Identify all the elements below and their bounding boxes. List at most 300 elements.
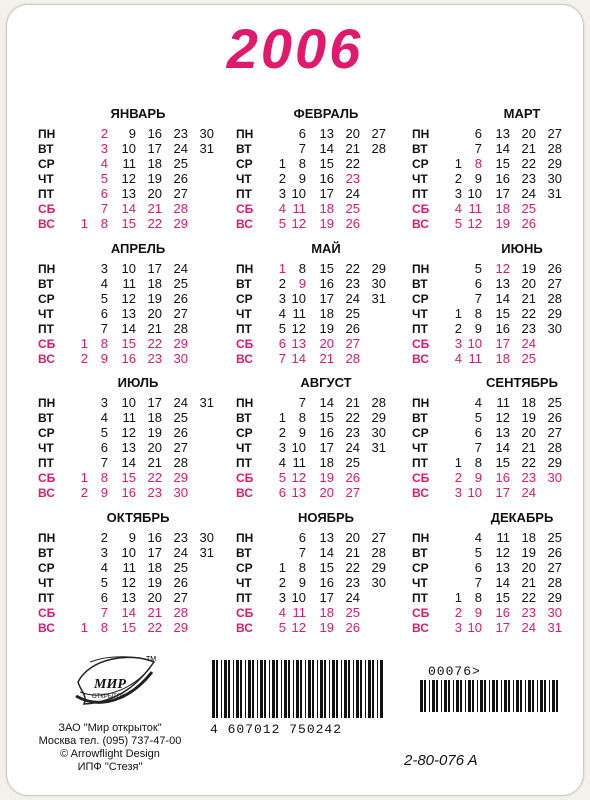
trademark-mark: TM — [146, 656, 157, 663]
date-cell: 29 — [547, 455, 562, 470]
date-cell: 24 — [345, 291, 360, 306]
date-cell: 20 — [147, 440, 162, 455]
date-cell: 18 — [319, 605, 334, 620]
barcode-bar — [269, 660, 270, 718]
date-cell: 23 — [345, 276, 360, 291]
date-cell: 26 — [345, 470, 360, 485]
weekday-label: ЧТ — [38, 441, 54, 455]
date-cell: 13 — [291, 336, 306, 351]
date-cell: 4 — [278, 605, 286, 620]
date-cell: 28 — [547, 575, 562, 590]
date-cell: 19 — [521, 545, 536, 560]
weekday-row — [236, 455, 411, 471]
weekday-row — [236, 321, 411, 337]
weekday-label: ПН — [38, 531, 56, 545]
date-cell: 29 — [173, 336, 188, 351]
date-cell: 20 — [147, 590, 162, 605]
barcode-bar — [372, 660, 374, 718]
month-name: ФЕВРАЛЬ — [293, 106, 359, 121]
date-cell: 21 — [345, 545, 360, 560]
date-cell: 9 — [298, 425, 306, 440]
weekday-label: СР — [38, 561, 55, 575]
weekday-label: ЧТ — [412, 172, 428, 186]
month-name: ИЮЛЬ — [117, 375, 159, 390]
weekday-row — [38, 425, 213, 441]
date-cell: 28 — [173, 201, 188, 216]
weekday-row — [412, 485, 587, 501]
weekday-row — [412, 545, 587, 561]
weekday-row — [38, 321, 213, 337]
product-code: 2-80-076 A — [404, 752, 478, 769]
weekday-row — [412, 261, 587, 277]
date-cell: 28 — [371, 395, 386, 410]
date-cell: 15 — [495, 306, 510, 321]
weekday-row — [38, 545, 213, 561]
barcode-bar — [233, 660, 234, 718]
date-cell: 1 — [454, 156, 462, 171]
barcode-bar — [453, 680, 454, 712]
date-cell: 10 — [291, 291, 306, 306]
date-cell: 16 — [319, 425, 334, 440]
date-cell: 18 — [319, 455, 334, 470]
date-cell: 5 — [474, 410, 482, 425]
barcode-bar — [264, 660, 266, 718]
weekday-label: ЧТ — [38, 307, 54, 321]
date-cell: 18 — [495, 201, 510, 216]
barcode-bar — [549, 680, 550, 712]
weekday-row — [38, 530, 213, 546]
date-cell: 17 — [495, 186, 510, 201]
month-6 — [412, 241, 587, 366]
month-2 — [236, 106, 411, 231]
month-name: АВГУСТ — [300, 375, 352, 390]
barcode-bar — [344, 660, 347, 718]
date-cell: 27 — [547, 560, 562, 575]
weekday-label: ЧТ — [38, 172, 54, 186]
weekday-label: СБ — [38, 202, 56, 216]
date-cell: 6 — [298, 530, 306, 545]
barcode-bar — [272, 660, 275, 718]
date-cell: 12 — [121, 425, 136, 440]
date-cell: 19 — [147, 291, 162, 306]
barcode-bar — [448, 680, 450, 712]
date-cell: 11 — [468, 201, 482, 216]
barcode-bar — [332, 660, 335, 718]
barcode-bar — [540, 680, 543, 712]
date-cell: 24 — [521, 336, 536, 351]
date-cell: 25 — [173, 156, 188, 171]
date-cell: 15 — [319, 560, 334, 575]
weekday-row — [412, 470, 587, 486]
weekday-label: ВТ — [236, 411, 252, 425]
weekday-row — [236, 141, 411, 157]
date-cell: 13 — [495, 425, 510, 440]
date-cell: 29 — [173, 216, 188, 231]
weekday-row — [236, 306, 411, 322]
date-cell: 2 — [100, 530, 108, 545]
weekday-row — [38, 620, 213, 636]
barcode-bar — [324, 660, 326, 718]
weekday-label: СР — [236, 561, 253, 575]
date-cell: 25 — [521, 201, 536, 216]
weekday-row — [236, 126, 411, 142]
barcode-bar — [360, 660, 362, 718]
date-cell: 3 — [278, 186, 286, 201]
date-cell: 17 — [319, 440, 334, 455]
date-cell: 24 — [345, 590, 360, 605]
date-cell: 30 — [173, 351, 188, 366]
barcode-bar — [240, 660, 242, 718]
weekday-label: СР — [236, 157, 253, 171]
month-11 — [236, 510, 411, 635]
barcode-bar — [296, 660, 299, 718]
date-cell: 31 — [371, 440, 386, 455]
weekday-label: СБ — [412, 471, 430, 485]
weekday-label: ПТ — [236, 187, 252, 201]
date-cell: 22 — [147, 470, 162, 485]
barcode-bar — [252, 660, 254, 718]
weekday-label: ВТ — [236, 546, 252, 560]
date-cell: 14 — [495, 575, 510, 590]
date-cell: 24 — [173, 261, 188, 276]
date-cell: 26 — [345, 620, 360, 635]
weekday-label: ПН — [236, 262, 254, 276]
date-cell: 6 — [474, 126, 482, 141]
logo-text-top: МИР — [94, 677, 126, 692]
date-cell: 16 — [121, 351, 136, 366]
month-name: ИЮНЬ — [501, 241, 543, 256]
date-cell: 7 — [298, 395, 306, 410]
barcode-bar — [341, 660, 342, 718]
date-cell: 7 — [100, 605, 108, 620]
barcode-bar — [520, 680, 522, 712]
weekday-row — [38, 261, 213, 277]
date-cell: 9 — [474, 171, 482, 186]
barcode-bar — [380, 660, 383, 718]
date-cell: 22 — [147, 620, 162, 635]
date-cell: 17 — [319, 186, 334, 201]
date-cell: 14 — [121, 201, 136, 216]
weekday-row — [38, 605, 213, 621]
date-cell: 30 — [547, 605, 562, 620]
barcode-bar — [221, 660, 222, 718]
weekday-label: ВТ — [412, 277, 428, 291]
barcode-bar — [432, 680, 435, 712]
weekday-label: СР — [236, 292, 253, 306]
date-cell: 16 — [495, 605, 510, 620]
date-cell: 15 — [121, 470, 136, 485]
weekday-label: СР — [412, 561, 429, 575]
date-cell: 4 — [474, 395, 482, 410]
date-cell: 12 — [291, 321, 306, 336]
date-cell: 31 — [199, 395, 214, 410]
date-cell: 29 — [371, 560, 386, 575]
date-cell: 28 — [371, 545, 386, 560]
date-cell: 13 — [121, 440, 136, 455]
date-cell: 4 — [278, 201, 286, 216]
date-cell: 9 — [474, 321, 482, 336]
date-cell: 10 — [121, 545, 136, 560]
date-cell: 7 — [100, 321, 108, 336]
ean-barcode — [210, 660, 385, 730]
date-cell: 31 — [199, 545, 214, 560]
weekday-label: ПН — [38, 127, 56, 141]
weekday-row — [412, 186, 587, 202]
barcode-bar — [356, 660, 359, 718]
barcode-bar — [368, 660, 371, 718]
barcode-bar — [444, 680, 447, 712]
weekday-row — [412, 575, 587, 591]
date-cell: 14 — [121, 455, 136, 470]
weekday-row — [38, 590, 213, 606]
weekday-row — [236, 530, 411, 546]
date-cell: 28 — [371, 141, 386, 156]
date-cell: 11 — [292, 201, 306, 216]
weekday-row — [412, 201, 587, 217]
weekday-label: ВТ — [412, 142, 428, 156]
weekday-row — [236, 560, 411, 576]
date-cell: 25 — [345, 455, 360, 470]
date-cell: 9 — [298, 171, 306, 186]
barcode-bar — [528, 680, 531, 712]
weekday-label: ПТ — [236, 322, 252, 336]
date-cell: 21 — [319, 351, 334, 366]
month-7 — [38, 375, 214, 500]
date-cell: 10 — [467, 186, 482, 201]
date-cell: 3 — [100, 261, 108, 276]
date-cell: 27 — [345, 336, 360, 351]
date-cell: 13 — [319, 126, 334, 141]
date-cell: 24 — [173, 545, 188, 560]
date-cell: 19 — [319, 216, 334, 231]
date-cell: 23 — [345, 171, 360, 186]
date-cell: 9 — [474, 605, 482, 620]
weekday-row — [236, 605, 411, 621]
month-12 — [412, 510, 587, 635]
publisher-line-1: ЗАО "Мир открыток" — [58, 722, 162, 734]
date-cell: 28 — [173, 605, 188, 620]
date-cell: 19 — [521, 261, 536, 276]
weekday-label: ПН — [412, 396, 430, 410]
weekday-label: СР — [412, 157, 429, 171]
date-cell: 1 — [80, 470, 88, 485]
weekday-label: ПН — [236, 127, 254, 141]
date-cell: 28 — [547, 141, 562, 156]
weekday-row — [412, 141, 587, 157]
date-cell: 6 — [298, 126, 306, 141]
date-cell: 15 — [319, 261, 334, 276]
date-cell: 19 — [147, 575, 162, 590]
date-cell: 29 — [371, 410, 386, 425]
barcode-bar — [317, 660, 318, 718]
date-cell: 20 — [345, 126, 360, 141]
logo-text-bottom: ОТКРЫТОК — [92, 694, 125, 700]
weekday-label: ПН — [236, 531, 254, 545]
weekday-row — [412, 291, 587, 307]
weekday-label: ПТ — [412, 456, 428, 470]
weekday-row — [236, 545, 411, 561]
date-cell: 14 — [319, 545, 334, 560]
date-cell: 26 — [173, 291, 188, 306]
date-cell: 22 — [147, 336, 162, 351]
barcode-bar — [504, 680, 507, 712]
weekday-row — [412, 171, 587, 187]
date-cell: 20 — [521, 276, 536, 291]
weekday-label: СР — [38, 426, 55, 440]
barcode-bar — [489, 680, 490, 712]
date-cell: 27 — [173, 590, 188, 605]
weekday-row — [38, 560, 213, 576]
date-cell: 13 — [121, 306, 136, 321]
weekday-label: ПТ — [38, 322, 54, 336]
date-cell: 4 — [100, 410, 108, 425]
barcode-bar — [248, 660, 251, 718]
date-cell: 25 — [547, 530, 562, 545]
date-cell: 31 — [547, 620, 562, 635]
date-cell: 3 — [100, 545, 108, 560]
date-cell: 31 — [371, 291, 386, 306]
date-cell: 30 — [371, 276, 386, 291]
weekday-label: ВС — [412, 621, 429, 635]
date-cell: 17 — [495, 336, 510, 351]
date-cell: 8 — [474, 156, 482, 171]
date-cell: 12 — [121, 575, 136, 590]
weekday-label: ВС — [38, 352, 55, 366]
date-cell: 3 — [454, 485, 462, 500]
date-cell: 9 — [298, 575, 306, 590]
weekday-label: ЧТ — [412, 307, 428, 321]
date-cell: 7 — [298, 545, 306, 560]
date-cell: 1 — [278, 560, 286, 575]
date-cell: 1 — [278, 410, 286, 425]
date-cell: 29 — [547, 306, 562, 321]
weekday-label: ВТ — [38, 411, 54, 425]
date-cell: 21 — [147, 201, 162, 216]
date-cell: 5 — [278, 470, 286, 485]
barcode-bar — [236, 660, 239, 718]
date-cell: 25 — [345, 306, 360, 321]
date-cell: 19 — [147, 171, 162, 186]
date-cell: 21 — [521, 141, 536, 156]
month-name: ОКТЯБРЬ — [106, 510, 170, 525]
weekday-label: СР — [412, 292, 429, 306]
date-cell: 9 — [298, 276, 306, 291]
date-cell: 21 — [345, 141, 360, 156]
date-cell: 11 — [292, 605, 306, 620]
weekday-row — [412, 530, 587, 546]
date-cell: 12 — [291, 620, 306, 635]
barcode-bar — [305, 660, 306, 718]
date-cell: 22 — [147, 216, 162, 231]
date-cell: 28 — [345, 351, 360, 366]
date-cell: 20 — [147, 306, 162, 321]
month-8 — [236, 375, 411, 500]
date-cell: 27 — [547, 276, 562, 291]
barcode-bar — [293, 660, 294, 718]
date-cell: 18 — [495, 351, 510, 366]
weekday-row — [236, 261, 411, 277]
date-cell: 16 — [147, 530, 162, 545]
weekday-label: ВС — [236, 352, 253, 366]
month-10 — [38, 510, 214, 635]
weekday-label: ВТ — [38, 277, 54, 291]
date-cell: 28 — [547, 440, 562, 455]
weekday-label: ЧТ — [236, 172, 252, 186]
weekday-label: СР — [38, 157, 55, 171]
date-cell: 10 — [467, 336, 482, 351]
weekday-label: ВТ — [236, 142, 252, 156]
date-cell: 7 — [278, 351, 286, 366]
date-cell: 20 — [319, 336, 334, 351]
month-name: СЕНТЯБРЬ — [486, 375, 558, 390]
date-cell: 10 — [467, 620, 482, 635]
date-cell: 16 — [495, 171, 510, 186]
weekday-label: ПН — [38, 396, 56, 410]
weekday-row — [412, 605, 587, 621]
date-cell: 17 — [319, 590, 334, 605]
date-cell: 4 — [278, 306, 286, 321]
date-cell: 20 — [345, 530, 360, 545]
date-cell: 8 — [100, 470, 108, 485]
barcode-bar — [465, 680, 466, 712]
weekday-row — [38, 410, 213, 426]
weekday-label: ЧТ — [412, 441, 428, 455]
weekday-label: ВС — [236, 217, 253, 231]
date-cell: 18 — [319, 201, 334, 216]
weekday-row — [236, 425, 411, 441]
month-5 — [236, 241, 411, 366]
weekday-label: ВТ — [412, 546, 428, 560]
date-cell: 21 — [147, 605, 162, 620]
date-cell: 14 — [495, 141, 510, 156]
date-cell: 13 — [319, 530, 334, 545]
date-cell: 19 — [319, 620, 334, 635]
date-cell: 12 — [495, 261, 510, 276]
weekday-label: ЧТ — [236, 441, 252, 455]
date-cell: 7 — [474, 575, 482, 590]
weekday-label: ВС — [38, 621, 55, 635]
date-cell: 8 — [474, 455, 482, 470]
date-cell: 21 — [147, 455, 162, 470]
date-cell: 16 — [319, 171, 334, 186]
barcode-bar — [441, 680, 442, 712]
date-cell: 2 — [454, 470, 462, 485]
date-cell: 11 — [122, 276, 136, 291]
weekday-label: ПН — [412, 531, 430, 545]
barcode-bar — [284, 660, 287, 718]
weekday-row — [38, 291, 213, 307]
month-name: АПРЕЛЬ — [110, 241, 166, 256]
date-cell: 25 — [173, 410, 188, 425]
date-cell: 19 — [521, 410, 536, 425]
barcode-bar — [477, 680, 478, 712]
date-cell: 29 — [547, 156, 562, 171]
date-cell: 14 — [319, 141, 334, 156]
date-cell: 3 — [454, 336, 462, 351]
month-9 — [412, 375, 587, 500]
date-cell: 21 — [345, 395, 360, 410]
date-cell: 18 — [147, 156, 162, 171]
date-cell: 1 — [278, 261, 286, 276]
date-cell: 6 — [474, 425, 482, 440]
date-cell: 24 — [173, 141, 188, 156]
date-cell: 5 — [100, 291, 108, 306]
date-cell: 2 — [454, 321, 462, 336]
date-cell: 6 — [474, 276, 482, 291]
weekday-row — [412, 336, 587, 352]
date-cell: 3 — [100, 395, 108, 410]
date-cell: 11 — [122, 410, 136, 425]
